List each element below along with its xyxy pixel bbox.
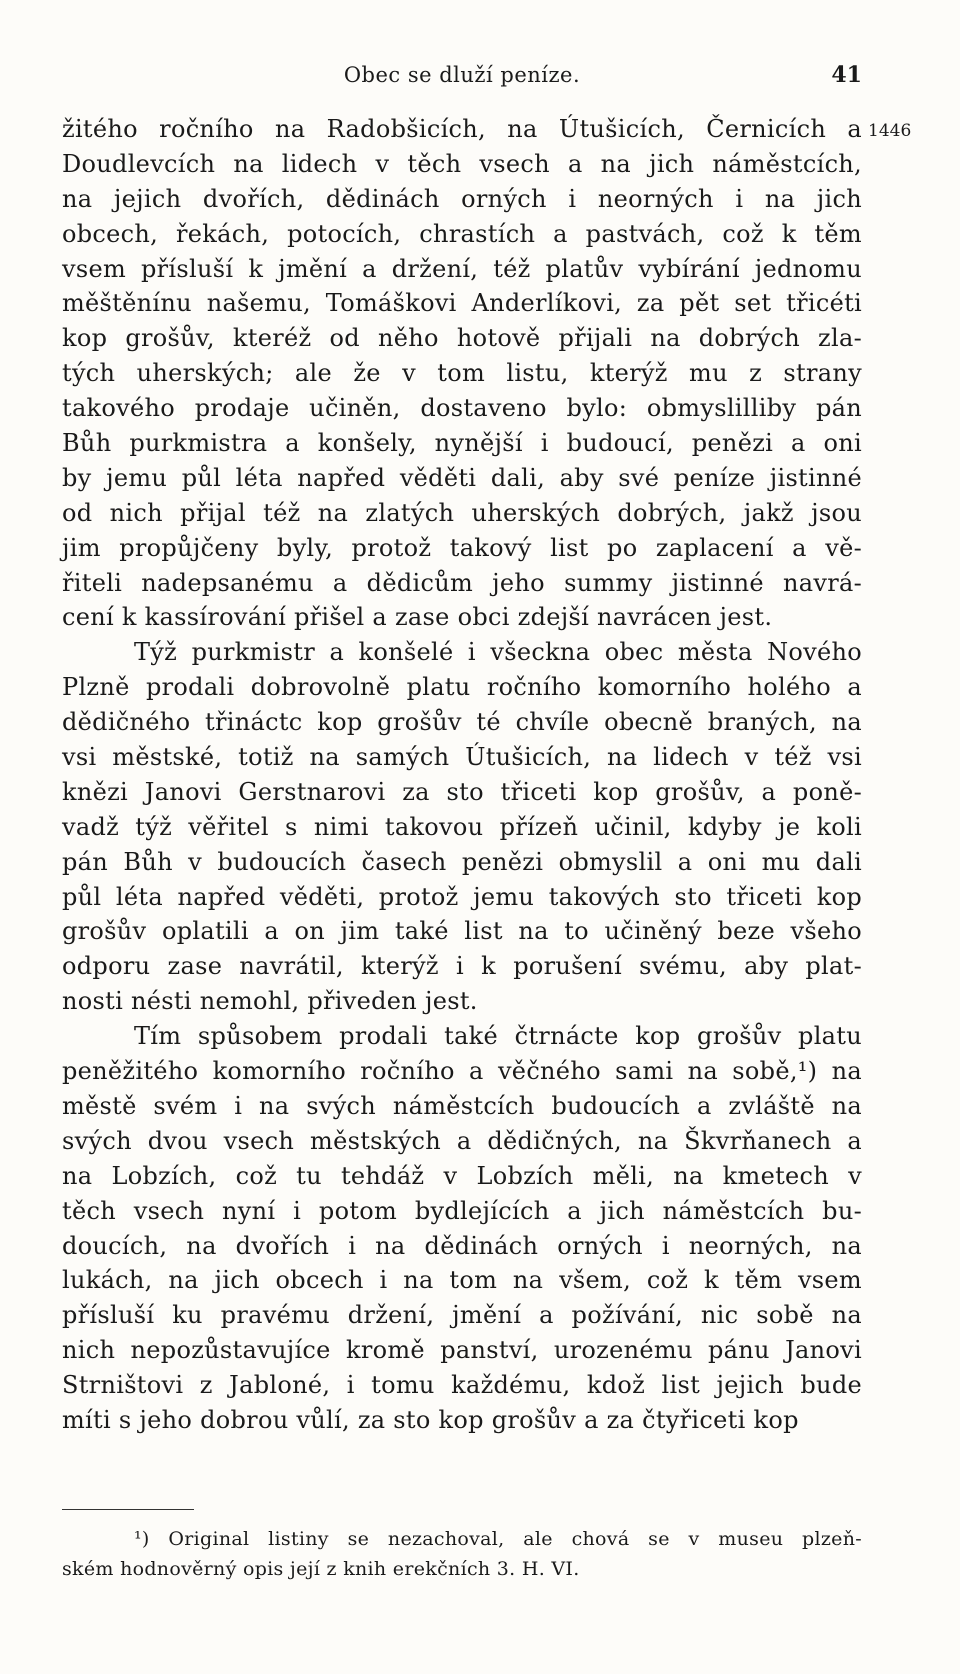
text-line: žitého ročního na Radobšicích, na Útušicích, Černicích a	[62, 115, 862, 143]
footnote-rule	[62, 1509, 194, 1510]
text-line: Tím spůsobem prodali také čtrnácte kop grošův platu	[134, 1022, 862, 1051]
text-line: měštěnínu našemu, Tomáškovi Anderlíkovi, za pět set třicéti	[62, 289, 862, 318]
text-line: Doudlevcích na lidech v těch vsech a na jich náměstcích,	[62, 149, 862, 178]
margin-year-note: 1446	[868, 121, 912, 141]
text-line: vsi městské, totiž na samých Útušicích, na lidech v též vsi	[62, 743, 862, 772]
paragraph	[62, 635, 862, 1019]
text-line: tých uherských; ale že v tom listu, kterýž mu z strany	[62, 359, 862, 388]
text-line: těch vsech nyní i potom bydlejících a jich náměstcích bu-	[62, 1196, 862, 1225]
text-line: grošův oplatili a on jim také list na to učiněný beze všeho	[62, 917, 862, 946]
text-line: řiteli nadepsanému a dědicům jeho summy jistinné navrá-	[62, 568, 862, 597]
footnote-line: ¹) Original listiny se nezachoval, ale chová se v museu plzeň-	[134, 1528, 862, 1550]
text-line: odporu zase navrátil, kterýž i k porušení svému, aby plat-	[62, 952, 862, 981]
text-line: na Lobzích, což tu tehdáž v Lobzích měli, na kmetech v	[62, 1161, 862, 1190]
page-header	[62, 58, 862, 92]
running-title: Obec se dluží peníze.	[343, 63, 581, 87]
text-line: Týž purkmistr a konšelé i všeckna obec města Nového	[134, 638, 862, 667]
text-line: na jejich dvořích, dědinách orných i neorných i na jich	[62, 184, 862, 213]
text-line: vsem přísluší k jmění a držení, též platův vybírání jednomu	[62, 254, 862, 283]
text-line: svých dvou vsech městských a dědičných, na Škvrňanech a	[62, 1126, 862, 1155]
text-line: peněžitého komorního ročního a věčného sami na sobě,¹) na	[62, 1057, 862, 1086]
text-line: doucích, na dvořích i na dědinách orných i neorných, na	[62, 1231, 862, 1260]
text-line: by jemu půl léta napřed věděti dali, aby své peníze jistinné	[62, 463, 862, 492]
text-line: dědičného třináctc kop grošův té chvíle obecně braných, na	[62, 708, 862, 737]
text-line: kop grošův, kteréž od něho hotově přijali na dobrých zla-	[62, 324, 862, 353]
text-line: městě svém i na svých náměstcích budoucích a zvláště na	[62, 1091, 862, 1120]
body-text	[62, 112, 862, 1438]
text-line: vadž týž věřitel s nimi takovou přízeň učinil, kdyby je koli	[62, 812, 862, 841]
text-line: přísluší ku pravému držení, jmění a požívání, nic sobě na	[62, 1301, 862, 1330]
text-line: míti s jeho dobrou vůlí, za sto kop grošův a za čtyřiceti kop	[62, 1405, 799, 1434]
text-line: lukách, na jich obcech i na tom na všem, což k těm vsem	[62, 1266, 862, 1295]
page-number: 41	[831, 62, 862, 88]
text-line: Plzně prodali dobrovolně platu ročního komorního holého a	[62, 673, 862, 702]
text-line: nich nepozůstavujíce kromě panství, urozenému pánu Janovi	[62, 1336, 862, 1365]
text-line: obcech, řekách, potocích, chrastích a pastvách, což k těm	[62, 219, 862, 248]
text-line: nosti nésti nemohl, přiveden jest.	[62, 987, 478, 1016]
text-line: knězi Janovi Gerstnarovi za sto třiceti kop grošův, a poně-	[62, 777, 862, 806]
text-line: jim propůjčeny byly, protož takový list po zaplacení a vě-	[62, 533, 862, 562]
footnotes	[62, 1524, 862, 1584]
text-line: Strništovi z Jabloné, i tomu každému, kdož list jejich bude	[62, 1371, 862, 1400]
text-line: půl léta napřed věděti, protož jemu takových sto třiceti kop	[62, 882, 862, 911]
text-line: takového prodaje učiněn, dostaveno bylo: obmyslilliby pán	[62, 394, 862, 423]
footnote-line: ském hodnověrný opis její z knih erekčních 3. H. VI.	[62, 1558, 580, 1580]
text-line: pán Bůh v budoucích časech penězi obmyslil a oni mu dali	[62, 847, 862, 876]
paragraph	[62, 1019, 862, 1438]
text-line: od nich přijal též na zlatých uherských dobrých, jakž jsou	[62, 498, 862, 527]
text-line: Bůh purkmistra a konšely, nynější i budoucí, penězi a oni	[62, 429, 862, 458]
paragraph	[62, 112, 862, 635]
text-line: cení k kassírování přišel a zase obci zdejší navrácen jest.	[62, 603, 773, 632]
